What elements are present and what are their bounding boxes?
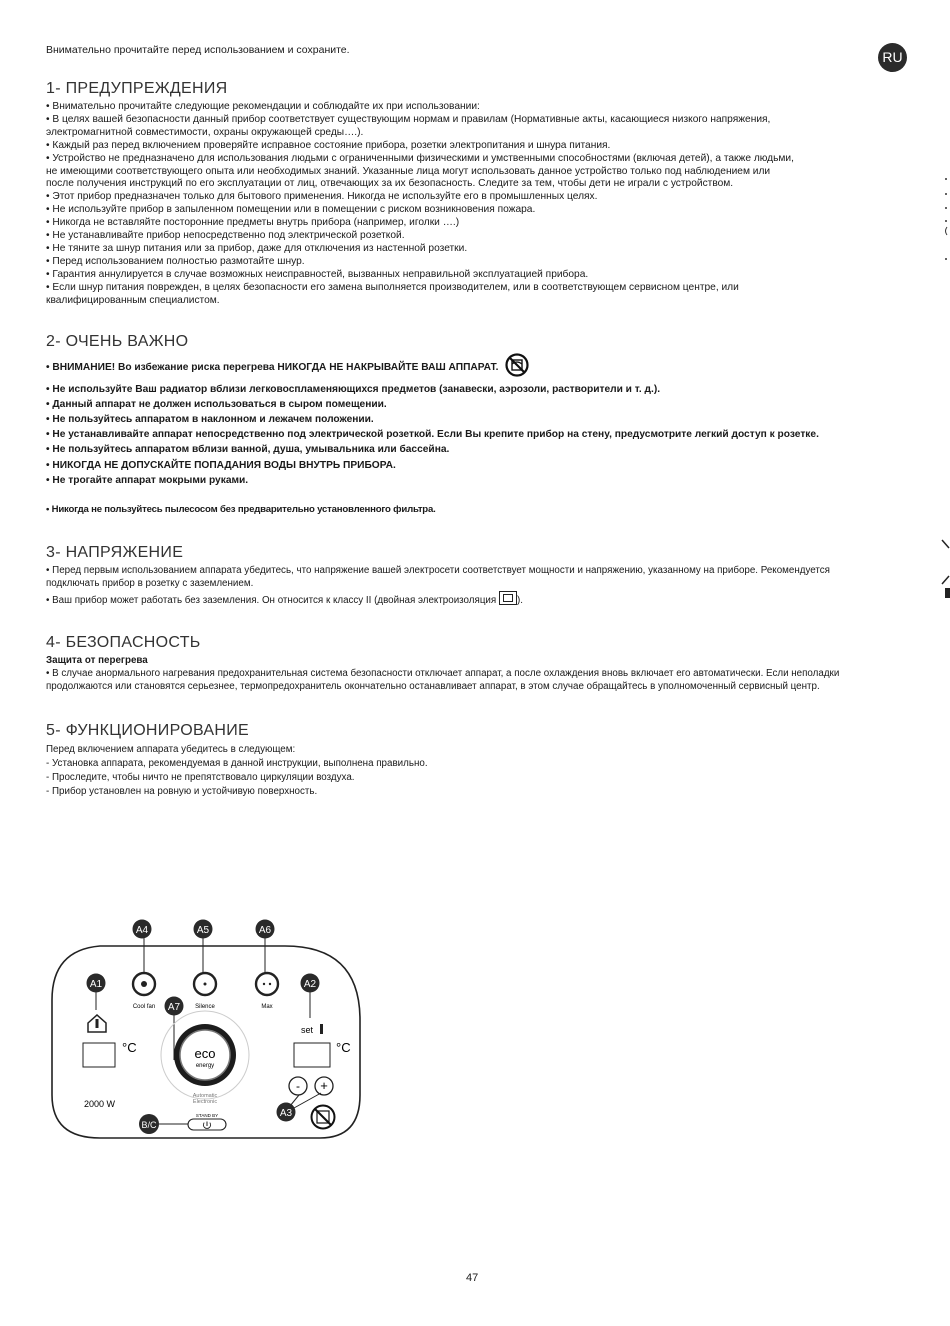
text-line: • Не тяните за шнур питания или за прибор, даже для отключения из настенной розетки. (46, 242, 468, 254)
voltage-body (46, 565, 896, 608)
text-line: • Не устанавливайте аппарат непосредственно под электрической розеткой. Если Вы крепите прибор на стену, предусмотрите легкий доступ к розетке. (46, 429, 819, 441)
text-line: • Никогда не вставляйте посторонние предметы внутрь прибора (например, иголки ….) (46, 217, 460, 229)
text-line: - Установка аппарата, рекомендуемая в данной инструкции, выполнена правильно. (46, 758, 428, 769)
text-line-content: • Ваш прибор может работать без заземления. Он относится к классу II (двойная электроизоляция (46, 594, 497, 606)
energy-label: energy (195, 1063, 215, 1069)
do-not-cover-icon (312, 1106, 335, 1129)
text-line: • Если шнур питания поврежден, в целях безопасности его замена выполняется производителем, или в соответствующем сервисном центре, или (46, 281, 739, 293)
section-title-operation: 5- ФУНКЦИОНИРОВАНИЕ (46, 722, 249, 739)
max-icon (263, 983, 265, 985)
text-line: • Никогда не пользуйтесь пылесосом без предварительно установленного фильтра. (46, 503, 436, 515)
section-safety (46, 634, 896, 694)
fan-icon (141, 981, 147, 987)
text-line-end: ). (516, 594, 523, 606)
plus-label: + (320, 1078, 328, 1093)
minus-label: - (296, 1079, 300, 1093)
do-not-cover-icon (505, 353, 529, 382)
max-label: Max (261, 1004, 273, 1010)
text-line: • Не трогайте аппарат мокрыми руками. (46, 474, 249, 486)
safety-body (46, 655, 896, 694)
cool-fan-label: Cool fan (132, 1004, 156, 1010)
safety-subtitle: Защита от перегрева (46, 655, 148, 666)
max-button (256, 973, 278, 1010)
section-title-voltage: 3- НАПРЯЖЕНИЕ (46, 544, 184, 561)
callout-a7 (165, 997, 184, 1016)
text-line: • Перед первым использованием аппарата убедитесь, что напряжение вашей электросети соответствует мощности и напряжению, указанному на приборе. Рекомендуется (46, 565, 830, 576)
operation-body (46, 743, 896, 799)
text-line: • Не используйте Ваш радиатор вблизи легковоспламеняющихся предметов (занавески, аэрозоли, растворители и т. д.). (46, 384, 661, 396)
callout-a6-label: A6 (258, 925, 272, 936)
unit-left: °C (122, 1040, 137, 1055)
important-body (46, 353, 896, 517)
silence-icon (204, 983, 207, 986)
power-label: 2000 W (84, 1099, 116, 1109)
text-line: • Данный аппарат не должен использоваться в сыром помещении. (46, 399, 387, 411)
automatic-label: Automatic (192, 1093, 218, 1099)
callout-bc-label: B/C (141, 1120, 157, 1130)
text-line: • Не пользуйтесь аппаратом в наклонном и лежачем положении. (46, 414, 374, 426)
section-voltage (46, 544, 896, 608)
text-line: - Проследите, чтобы ничто не препятствовало циркуляции воздуха. (46, 772, 355, 783)
callout-a7-label: A7 (167, 1002, 181, 1013)
text-line (46, 353, 896, 382)
standby-label: STAND BY (195, 1113, 219, 1118)
callout-a1 (87, 974, 106, 993)
text-line: подключать прибор в розетку с заземлением. (46, 577, 254, 589)
text-line: • НИКОГДА НЕ ДОПУСКАЙТЕ ПОПАДАНИЯ ВОДЫ ВНУТРЬ ПРИБОРА. (46, 459, 396, 471)
class-ii-icon (499, 591, 517, 605)
edge-marks (943, 175, 947, 265)
callout-a4-label: A4 (135, 925, 149, 936)
intro-text: Внимательно прочитайте перед использованием и сохраните. (46, 44, 350, 56)
section-warnings (46, 80, 896, 308)
section-operation (46, 722, 896, 799)
text-line: • Не пользуйтесь аппаратом вблизи ванной, душа, умывальника или бассейна. (46, 444, 450, 456)
callout-a5-label: A5 (196, 925, 210, 936)
text-line: • Внимательно прочитайте следующие рекомендации и соблюдайте их при использовании: (46, 101, 480, 112)
text-line: • Гарантия аннулируется в случае возможных неисправностей, вызванных неправильной эксплуатацией прибора. (46, 268, 589, 280)
text-line: • Не используйте прибор в запыленном помещении или в помещении с риском возникновения пожара. (46, 204, 536, 216)
set-label: set (301, 1025, 314, 1035)
minus-button (289, 1077, 307, 1095)
text-line (46, 591, 896, 608)
text-line-content: • ВНИМАНИЕ! Во избежание риска перегрева НИКОГДА НЕ НАКРЫВАЙТЕ ВАШ АППАРАТ. (46, 362, 499, 374)
silence-label: Silence (195, 1004, 215, 1010)
silence-button (194, 973, 216, 1010)
edge-mark-2 (940, 538, 950, 600)
callout-a2 (301, 974, 320, 993)
text-line: • Каждый раз перед включением проверяйте исправное состояние прибора, розетки электропитания и шнура питания. (46, 139, 611, 151)
callout-a4 (133, 920, 152, 939)
thermometer-icon (320, 1024, 323, 1034)
callout-a3 (277, 1103, 296, 1122)
text-line: • В целях вашей безопасности данный прибор соответствует существующим нормам и правилам (Нормативные акты, касающиеся низкого напряжения, (46, 113, 771, 125)
room-temp-display (83, 1043, 115, 1067)
callout-a5 (194, 920, 213, 939)
plus-button (315, 1077, 333, 1095)
text-line: • Не устанавливайте прибор непосредственно под электрической розеткой. (46, 230, 405, 242)
section-title-safety: 4- БЕЗОПАСНОСТЬ (46, 634, 201, 651)
callout-a2-label: A2 (303, 979, 317, 990)
text-line: электромагнитной совместимости, охраны окружающей среды….). (46, 126, 364, 138)
control-panel-diagram (40, 910, 380, 1150)
callout-bc (139, 1114, 159, 1134)
callout-a6 (256, 920, 275, 939)
unit-right: °C (336, 1040, 351, 1055)
standby-button (188, 1119, 226, 1130)
text-line: - Прибор установлен на ровную и устойчивую поверхность. (46, 786, 318, 797)
text-line: продолжаются или становятся серьезнее, термопредохранитель окончательно останавливает аппарат, в этом случае обращайтесь в уполномоченный сервисный центр. (46, 680, 820, 692)
callout-a1-label: A1 (89, 979, 103, 990)
text-line: • В случае анормального нагревания предохранительная система безопасности отключает аппарат, а после охлаждения вновь включает его автоматически. Если неполадки (46, 667, 840, 679)
text-line: после получения инструкций по его эксплуатации от лиц, отвечающих за их безопасность. Следите за тем, чтобы дети не играли с устройством. (46, 178, 734, 190)
cool-fan-button (133, 973, 155, 1010)
section-title-important: 2- ОЧЕНЬ ВАЖНО (46, 333, 189, 350)
text-line: • Этот прибор предназначен только для бытового применения. Никогда не используйте его в промышленных целях. (46, 191, 598, 203)
text-line: не имеющими соответствующего опыта или необходимых знаний. Указанные лица могут использовать данное устройство только под наблюдением или (46, 165, 771, 177)
text-line: квалифицированным специалистом. (46, 294, 220, 306)
callout-a3-label: A3 (279, 1108, 293, 1119)
section-important (46, 333, 896, 517)
page-number: 47 (466, 1272, 479, 1284)
electronic-label: Electronic (192, 1099, 218, 1105)
section-title-warnings: 1- ПРЕДУПРЕЖДЕНИЯ (46, 80, 228, 97)
room-temperature-icon (88, 1015, 106, 1032)
text-line: • Перед использованием полностью размотайте шнур. (46, 255, 305, 267)
text-line: • Устройство не предназначено для использования людьми с ограниченными физическими и умственными способностями (включая детей), а также людьми, (46, 152, 794, 164)
eco-energy-dial (161, 1011, 249, 1099)
set-temp-display (294, 1043, 330, 1067)
text-line: Перед включением аппарата убедитесь в следующем: (46, 744, 296, 755)
warnings-body (46, 101, 896, 308)
language-badge: RU (878, 43, 907, 72)
eco-label: eco (194, 1046, 216, 1061)
